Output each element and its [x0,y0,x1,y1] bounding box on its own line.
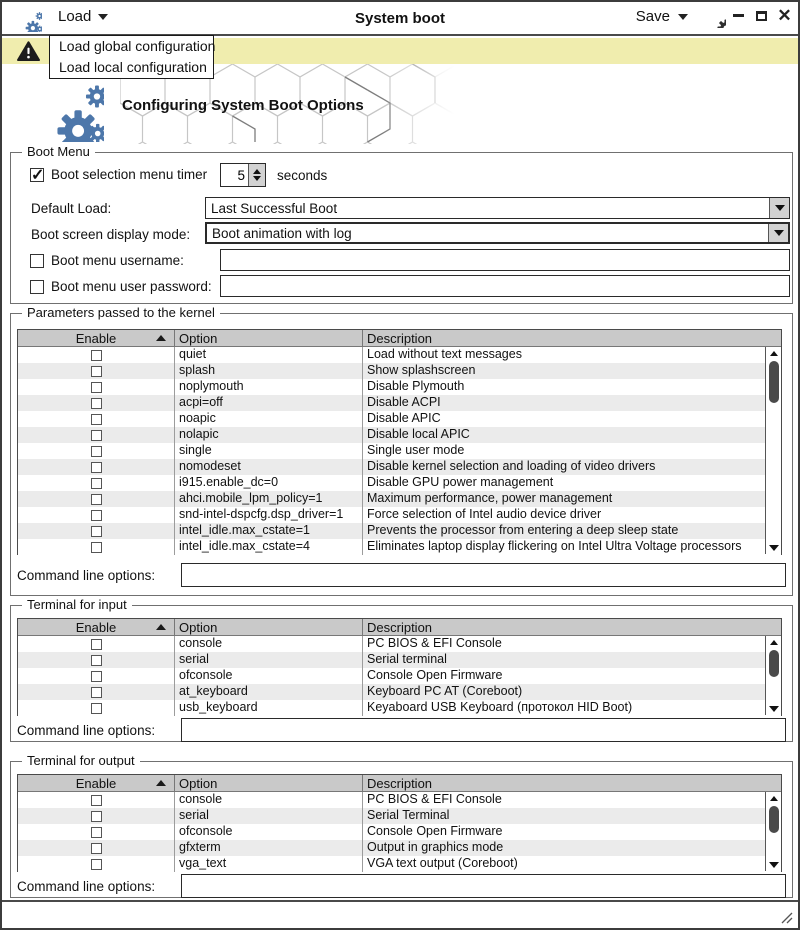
scrollbar-thumb[interactable] [769,650,779,677]
vertical-scrollbar[interactable] [765,347,781,554]
table-row[interactable] [18,443,781,459]
toolbar [2,2,798,36]
row-enable-checkbox[interactable] [91,366,102,377]
column-header-description[interactable]: Description [362,775,781,791]
row-description: VGA text output (Coreboot) [362,856,765,872]
enable-cell [18,808,174,824]
row-description: Disable kernel selection and loading of video drivers [362,459,765,475]
row-option: noplymouth [174,379,362,395]
timer-value-input[interactable] [221,164,248,186]
column-header-option[interactable]: Option [174,619,362,635]
row-description: Force selection of Intel audio device driver [362,507,765,523]
column-header-enable[interactable]: Enable [18,775,174,791]
row-description: Serial Terminal [362,808,765,824]
enable-cell [18,856,174,872]
save-menu-label: Save [635,8,670,25]
terminal-output-cmdline-input[interactable] [181,874,786,898]
resize-grip[interactable] [779,910,793,924]
table-row[interactable] [18,539,781,555]
row-enable-checkbox[interactable] [91,446,102,457]
row-option: noapic [174,411,362,427]
terminal-input-legend: Terminal for input [22,597,132,612]
enable-cell [18,379,174,395]
pattern-fade [382,64,467,144]
row-option: quiet [174,347,362,363]
column-header-enable[interactable]: Enable [18,619,174,635]
table-row[interactable] [18,636,781,652]
row-description: Load without text messages [362,347,765,363]
load-dropdown-menu [49,35,214,79]
row-enable-checkbox[interactable] [91,478,102,489]
boot-menu-group [10,144,793,304]
username-checkbox[interactable] [30,254,44,268]
terminal-output-group [10,753,793,898]
default-load-combobox[interactable] [205,197,790,219]
row-description: Single user mode [362,443,765,459]
sort-ascending-icon [156,624,166,630]
password-label: Boot menu user password: [51,279,212,294]
enable-cell [18,824,174,840]
row-option: snd-intel-dspcfg.dsp_driver=1 [174,507,362,523]
display-mode-label: Boot screen display mode: [31,227,191,242]
boot-timer-label: Boot selection menu timer [51,167,208,182]
row-description: Serial terminal [362,652,765,668]
row-description: Console Open Firmware [362,668,765,684]
scrollbar-thumb[interactable] [769,806,779,833]
sort-ascending-icon [156,780,166,786]
menu-item-load-global[interactable]: Load global configuration [59,38,216,54]
row-option: i915.enable_dc=0 [174,475,362,491]
scroll-up-button[interactable] [766,347,781,360]
scroll-down-button[interactable] [766,858,781,871]
row-enable-checkbox[interactable] [91,510,102,521]
table-row[interactable] [18,856,781,872]
table-body [18,636,781,716]
kernel-params-table [17,329,782,555]
row-enable-checkbox[interactable] [91,639,102,650]
cmdline-label: Command line options: [17,567,156,583]
chevron-down-icon [678,14,688,20]
row-option: intel_idle.max_cstate=1 [174,523,362,539]
enable-cell [18,523,174,539]
row-description: Console Open Firmware [362,824,765,840]
terminal-output-table [17,774,782,872]
table-row[interactable] [18,411,781,427]
row-description: Disable ACPI [362,395,765,411]
chevron-down-icon [774,230,784,236]
scrollbar-thumb[interactable] [769,361,779,403]
row-description: Eliminates laptop display flickering on Intel Ultra Voltage processors [362,539,765,555]
table-body [18,347,781,555]
table-row[interactable] [18,363,781,379]
row-enable-checkbox[interactable] [91,494,102,505]
table-row[interactable] [18,700,781,716]
row-description: Prevents the processor from entering a deep sleep state [362,523,765,539]
window-controls [731,5,792,25]
load-menu-label: Load [58,8,92,25]
warning-triangle-icon [16,41,41,62]
row-enable-checkbox[interactable] [91,827,102,838]
row-option: serial [174,808,362,824]
display-mode-value: Boot animation with log [212,225,352,241]
row-option: at_keyboard [174,684,362,700]
table-row[interactable] [18,491,781,507]
terminal-output-legend: Terminal for output [22,753,140,768]
kernel-cmdline-input[interactable] [181,563,786,587]
spin-up-icon [253,169,261,174]
row-option: console [174,792,362,808]
row-option: nolapic [174,427,362,443]
timer-unit-label: seconds [277,168,328,183]
row-option: gfxterm [174,840,362,856]
menu-item-load-local[interactable]: Load local configuration [59,59,207,75]
row-enable-checkbox[interactable] [91,655,102,666]
row-description: Disable Plymouth [362,379,765,395]
row-option: splash [174,363,362,379]
default-load-value: Last Successful Boot [211,200,338,216]
enable-cell [18,539,174,555]
window-title: System boot [354,10,445,27]
enable-cell [18,668,174,684]
row-enable-checkbox[interactable] [91,687,102,698]
enable-cell [18,459,174,475]
scroll-up-button[interactable] [766,636,781,649]
spin-up-down-buttons[interactable] [248,164,265,186]
enable-cell [18,411,174,427]
row-option: nomodeset [174,459,362,475]
vertical-scrollbar[interactable] [765,636,781,715]
table-row[interactable] [18,792,781,808]
table-header [18,330,781,347]
scroll-down-button[interactable] [766,702,781,715]
username-input[interactable] [220,249,790,271]
row-option: acpi=off [174,395,362,411]
column-header-option[interactable]: Option [174,330,362,346]
row-description: Keyaboard USB Keyboard (протокол HID Boot) [362,700,765,716]
row-enable-checkbox[interactable] [91,703,102,714]
username-label: Boot menu username: [51,253,184,268]
row-description: Maximum performance, power management [362,491,765,507]
chevron-down-icon [775,205,785,211]
table-row[interactable] [18,427,781,443]
enable-cell [18,636,174,652]
row-description: PC BIOS & EFI Console [362,636,765,652]
table-row[interactable] [18,668,781,684]
kernel-params-group [10,305,793,596]
table-row[interactable] [18,507,781,523]
close-button[interactable]: ✕ [777,5,792,25]
row-option: single [174,443,362,459]
row-enable-checkbox[interactable] [91,542,102,553]
default-load-label: Default Load: [31,201,112,216]
table-row[interactable] [18,347,781,363]
column-header-enable[interactable]: Enable [18,330,174,346]
cmdline-label: Command line options: [17,722,156,738]
row-option: ofconsole [174,824,362,840]
sort-ascending-icon [156,335,166,341]
enable-cell [18,507,174,523]
spin-down-icon [253,176,261,181]
scroll-up-button[interactable] [766,792,781,805]
row-enable-checkbox[interactable] [91,811,102,822]
table-row[interactable] [18,824,781,840]
row-description: Keyboard PC AT (Coreboot) [362,684,765,700]
row-description: Disable local APIC [362,427,765,443]
table-row[interactable] [18,459,781,475]
row-enable-checkbox[interactable] [91,414,102,425]
row-enable-checkbox[interactable] [91,526,102,537]
row-enable-checkbox[interactable] [91,398,102,409]
page-title: Configuring System Boot Options [122,97,364,114]
terminal-input-table [17,618,782,716]
password-input[interactable] [220,275,790,297]
row-option: ahci.mobile_lpm_policy=1 [174,491,362,507]
maximize-button[interactable] [754,8,769,23]
boot-menu-legend: Boot Menu [22,144,95,159]
enable-cell [18,443,174,459]
table-header [18,775,781,792]
row-enable-checkbox[interactable] [91,350,102,361]
row-description: PC BIOS & EFI Console [362,792,765,808]
enable-cell [18,363,174,379]
row-enable-checkbox[interactable] [91,382,102,393]
enable-cell [18,395,174,411]
column-header-description[interactable]: Description [362,619,781,635]
combo-dropdown-button[interactable] [768,224,788,242]
scroll-down-button[interactable] [766,541,781,554]
enable-cell [18,491,174,507]
table-row[interactable] [18,523,781,539]
boot-timer-checkbox[interactable] [30,168,44,182]
column-header-description[interactable]: Description [362,330,781,346]
enable-cell [18,792,174,808]
enable-cell [18,684,174,700]
terminal-input-cmdline-input[interactable] [181,718,786,742]
combo-dropdown-button[interactable] [769,198,789,218]
row-enable-checkbox[interactable] [91,859,102,870]
row-enable-checkbox[interactable] [91,462,102,473]
banner-gears-icon [22,68,112,142]
enable-cell [18,427,174,443]
row-enable-checkbox[interactable] [91,843,102,854]
table-row[interactable] [18,684,781,700]
enable-cell [18,347,174,363]
row-option: console [174,636,362,652]
row-option: intel_idle.max_cstate=4 [174,539,362,555]
minimize-button[interactable] [731,8,746,23]
column-header-option[interactable]: Option [174,775,362,791]
table-row[interactable] [18,808,781,824]
kernel-params-legend: Parameters passed to the kernel [22,305,220,320]
table-row[interactable] [18,379,781,395]
cmdline-label: Command line options: [17,878,156,894]
terminal-input-group [10,597,793,742]
enable-cell [18,475,174,491]
table-row[interactable] [18,475,781,491]
save-menu-button[interactable] [636,8,688,25]
display-mode-combobox[interactable] [205,222,790,244]
table-row[interactable] [18,652,781,668]
table-row[interactable] [18,395,781,411]
password-checkbox[interactable] [30,280,44,294]
enable-cell [18,840,174,856]
settings-gear-icon[interactable] [707,9,726,28]
row-enable-checkbox[interactable] [91,671,102,682]
row-option: vga_text [174,856,362,872]
table-header [18,619,781,636]
row-description: Show splashscreen [362,363,765,379]
row-description: Disable APIC [362,411,765,427]
vertical-scrollbar[interactable] [765,792,781,871]
row-option: usb_keyboard [174,700,362,716]
row-enable-checkbox[interactable] [91,430,102,441]
row-option: serial [174,652,362,668]
timer-spinbox [220,163,266,187]
table-row[interactable] [18,840,781,856]
row-enable-checkbox[interactable] [91,795,102,806]
status-bar [2,900,798,928]
row-description: Disable GPU power management [362,475,765,491]
row-description: Output in graphics mode [362,840,765,856]
row-option: ofconsole [174,668,362,684]
enable-cell [18,700,174,716]
table-body [18,792,781,872]
enable-cell [18,652,174,668]
